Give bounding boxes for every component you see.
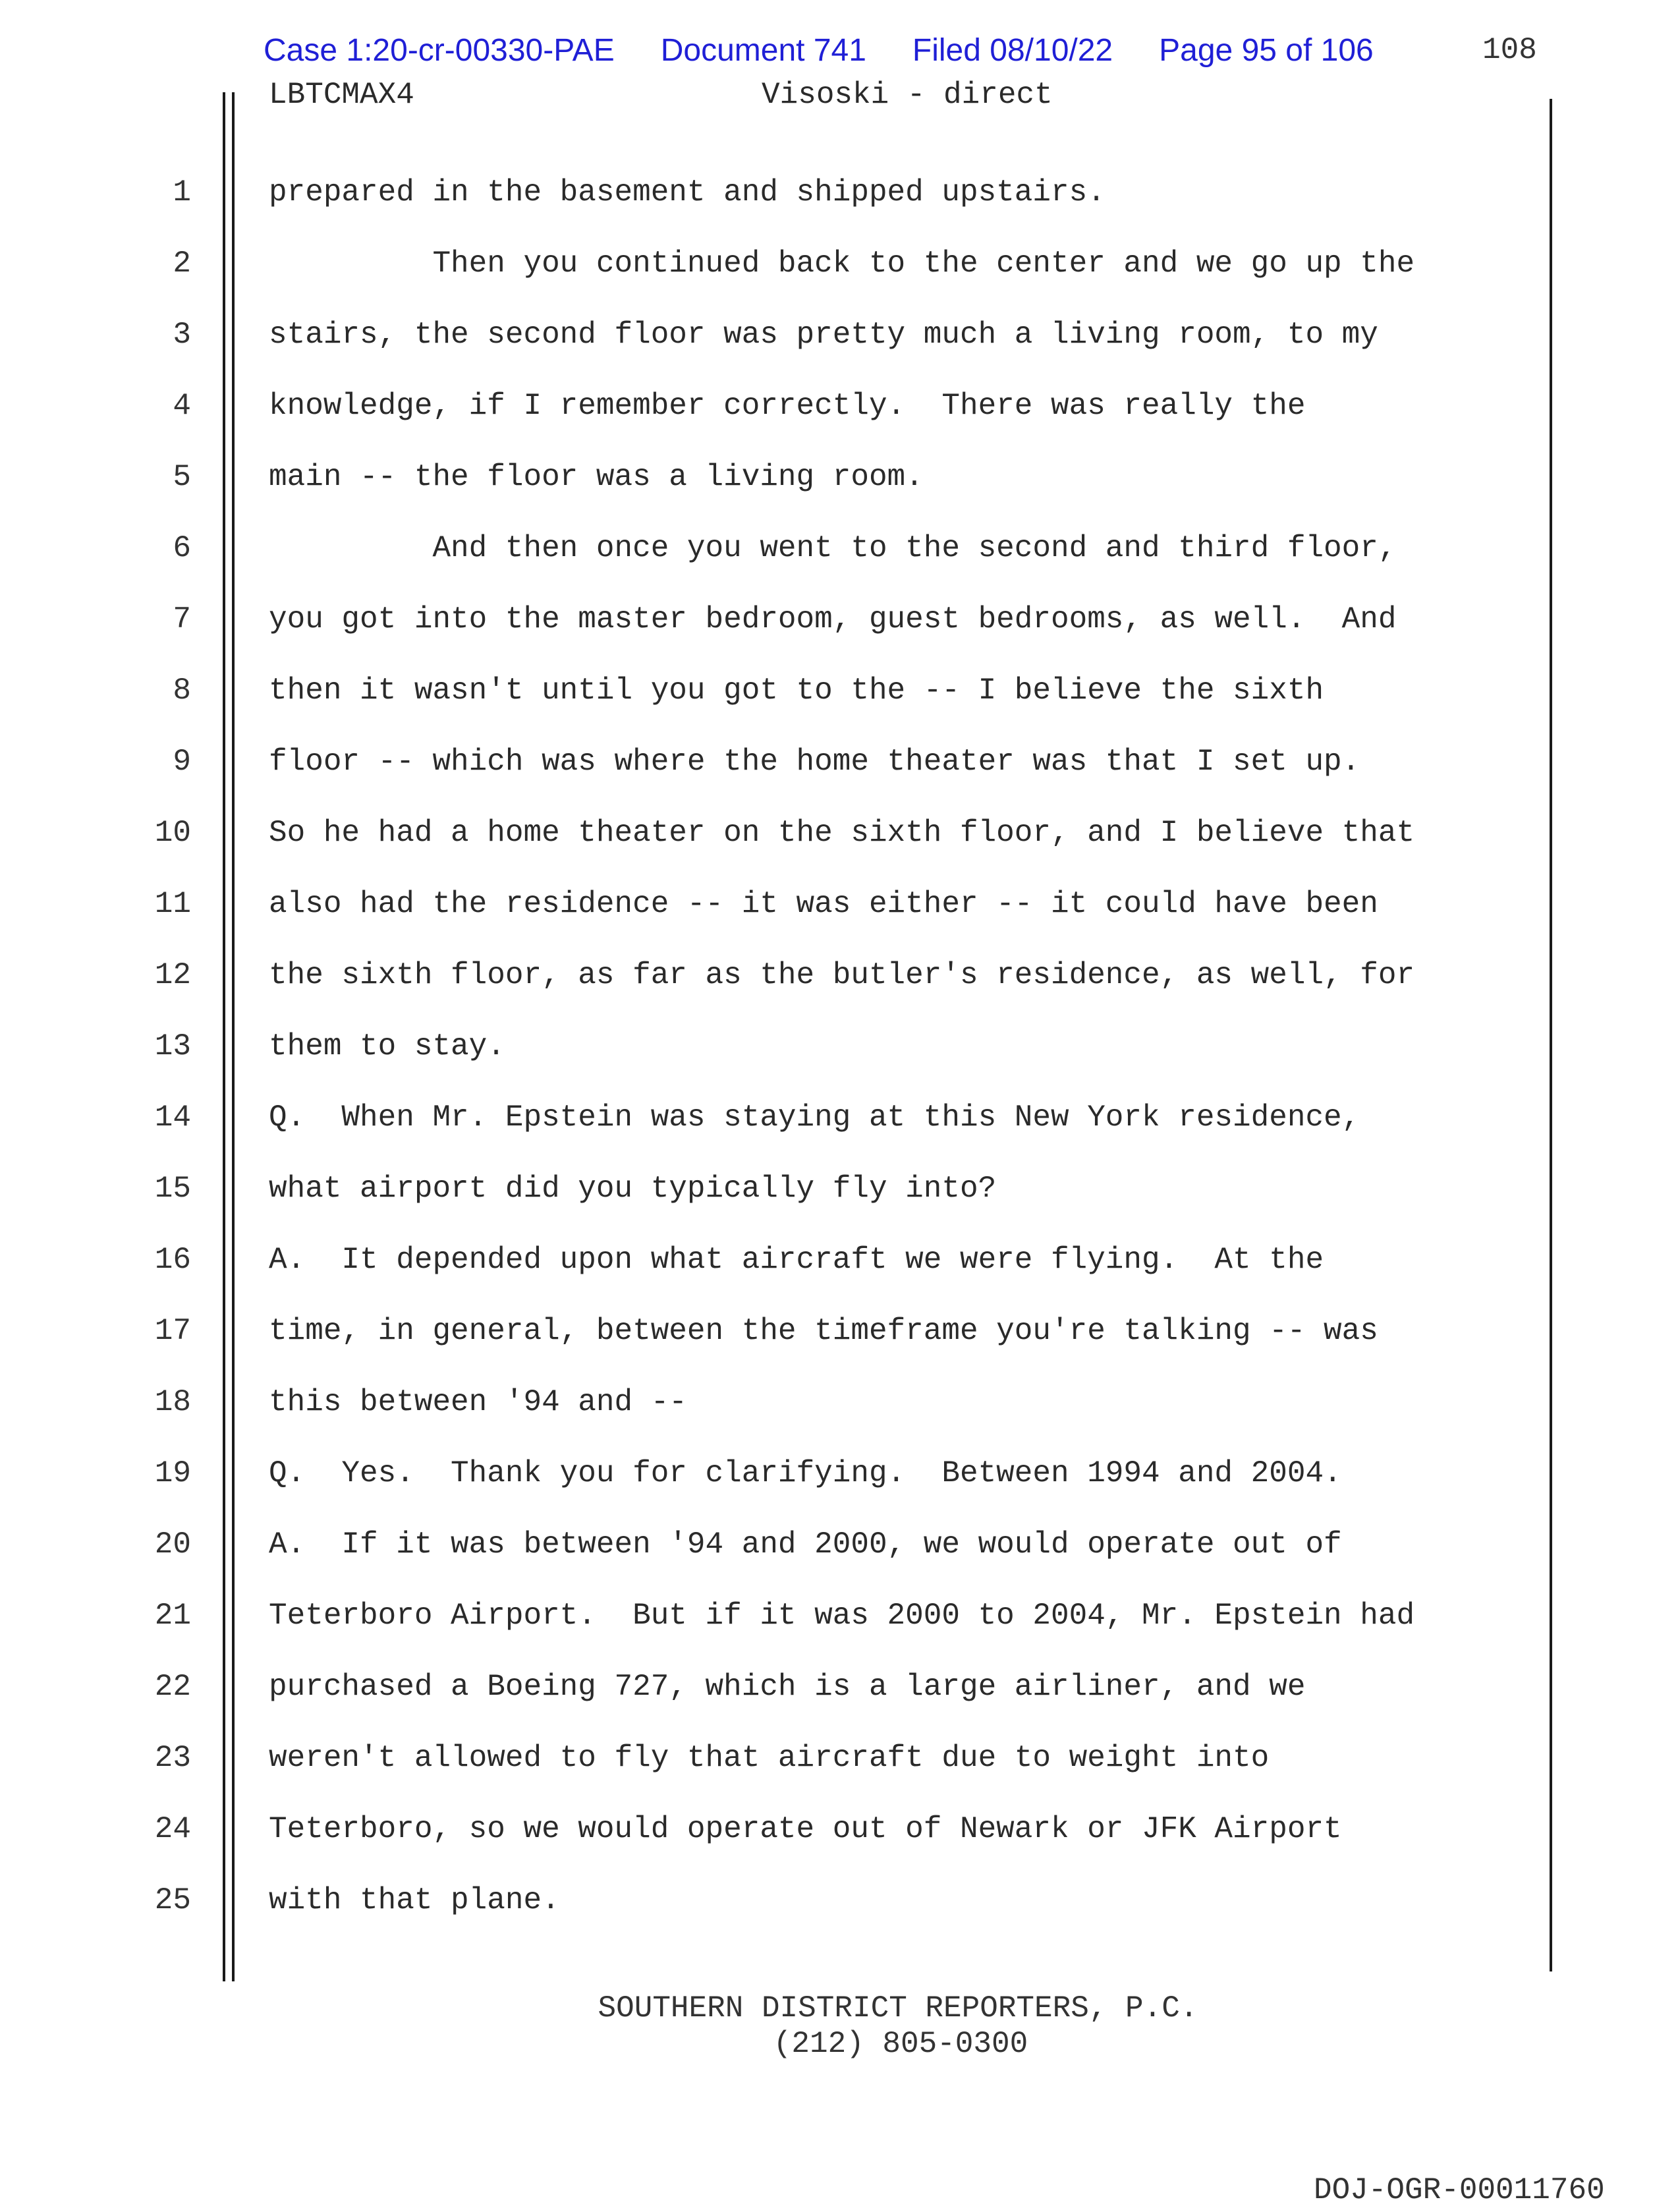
line-text: Q. Yes. Thank you for clarifying. Between 1994 and 2004. <box>269 1456 1342 1490</box>
transcript-line <box>0 1378 1680 1450</box>
transcript-line <box>0 1592 1680 1663</box>
transcript-line <box>0 596 1680 667</box>
line-number: 22 <box>154 1670 191 1704</box>
line-text: Teterboro Airport. But if it was 2000 to 2004, Mr. Epstein had <box>269 1599 1415 1633</box>
transcript-line <box>0 1023 1680 1094</box>
footer-reporter-phone: (212) 805-0300 <box>773 2027 1028 2061</box>
ecf-page-count: Page 95 of 106 <box>1159 32 1374 68</box>
line-number: 6 <box>173 531 191 565</box>
line-number: 14 <box>154 1100 191 1135</box>
line-number: 3 <box>173 318 191 352</box>
line-text: purchased a Boeing 727, which is a large airliner, and we <box>269 1670 1306 1704</box>
line-text: A. If it was between '94 and 2000, we would operate out of <box>269 1527 1342 1562</box>
line-text: stairs, the second floor was pretty much a living room, to my <box>269 318 1378 352</box>
line-text: main -- the floor was a living room. <box>269 460 924 494</box>
running-head-code: LBTCMAX4 <box>269 78 414 112</box>
transcript-line <box>0 1094 1680 1165</box>
line-text: A. It depended upon what aircraft we were flying. At the <box>269 1243 1324 1277</box>
running-head-witness: Visoski - direct <box>762 78 1053 112</box>
line-number: 20 <box>154 1527 191 1562</box>
transcript-line <box>0 453 1680 525</box>
line-text: also had the residence -- it was either -- it could have been <box>269 887 1378 921</box>
line-text: you got into the master bedroom, guest bedrooms, as well. And <box>269 602 1397 637</box>
transcript-line <box>0 951 1680 1023</box>
transcript-page-number: 108 <box>1482 33 1537 67</box>
line-number: 8 <box>173 673 191 708</box>
line-text: the sixth floor, as far as the butler's residence, as well, for <box>269 958 1415 992</box>
footer-reporter-name: SOUTHERN DISTRICT REPORTERS, P.C. <box>598 1991 1198 2026</box>
line-number: 13 <box>154 1029 191 1063</box>
line-number: 11 <box>154 887 191 921</box>
line-number: 19 <box>154 1456 191 1490</box>
ecf-case-number: Case 1:20-cr-00330-PAE <box>264 32 615 68</box>
ecf-document-number: Document 741 <box>660 32 866 68</box>
line-number: 2 <box>173 246 191 281</box>
line-text: So he had a home theater on the sixth floor, and I believe that <box>269 816 1415 850</box>
line-number: 25 <box>154 1883 191 1917</box>
line-number: 23 <box>154 1741 191 1775</box>
transcript-line <box>0 240 1680 311</box>
transcript-line <box>0 1663 1680 1734</box>
transcript-line <box>0 1165 1680 1236</box>
transcript-line <box>0 667 1680 738</box>
line-text: then it wasn't until you got to the -- I believe the sixth <box>269 673 1324 708</box>
line-number: 16 <box>154 1243 191 1277</box>
line-number: 9 <box>173 745 191 779</box>
line-number: 10 <box>154 816 191 850</box>
line-number: 1 <box>173 175 191 210</box>
line-number: 18 <box>154 1385 191 1419</box>
line-text: this between '94 and -- <box>269 1385 687 1419</box>
line-text: time, in general, between the timeframe you're talking -- was <box>269 1314 1378 1348</box>
ecf-filing-header <box>264 29 1374 71</box>
line-number: 7 <box>173 602 191 637</box>
transcript-line <box>0 382 1680 453</box>
transcript-line <box>0 525 1680 596</box>
line-text: Then you continued back to the center and we go up the <box>269 246 1415 281</box>
transcript-line <box>0 809 1680 880</box>
line-text: Q. When Mr. Epstein was staying at this New York residence, <box>269 1100 1360 1135</box>
transcript-line <box>0 1521 1680 1592</box>
line-text: And then once you went to the second and third floor, <box>269 531 1397 565</box>
transcript-body <box>0 169 1680 1948</box>
line-text: Teterboro, so we would operate out of Newark or JFK Airport <box>269 1812 1342 1846</box>
line-number: 5 <box>173 460 191 494</box>
transcript-line <box>0 1307 1680 1378</box>
line-text: weren't allowed to fly that aircraft due to weight into <box>269 1741 1270 1775</box>
line-number: 17 <box>154 1314 191 1348</box>
line-text: with that plane. <box>269 1883 560 1917</box>
transcript-line <box>0 880 1680 951</box>
line-number: 15 <box>154 1172 191 1206</box>
bates-number: DOJ-OGR-00011760 <box>1314 2173 1605 2207</box>
line-number: 21 <box>154 1599 191 1633</box>
transcript-line <box>0 311 1680 382</box>
line-text: them to stay. <box>269 1029 505 1063</box>
line-number: 12 <box>154 958 191 992</box>
line-text: knowledge, if I remember correctly. There was really the <box>269 389 1306 423</box>
line-text: what airport did you typically fly into? <box>269 1172 997 1206</box>
transcript-line <box>0 1877 1680 1948</box>
line-number: 4 <box>173 389 191 423</box>
transcript-line <box>0 1450 1680 1521</box>
transcript-line <box>0 169 1680 240</box>
transcript-line <box>0 1734 1680 1805</box>
ecf-filed-date: Filed 08/10/22 <box>912 32 1113 68</box>
transcript-line <box>0 1236 1680 1307</box>
transcript-line <box>0 1805 1680 1877</box>
line-text: prepared in the basement and shipped upstairs. <box>269 175 1106 210</box>
line-text: floor -- which was where the home theater was that I set up. <box>269 745 1360 779</box>
line-number: 24 <box>154 1812 191 1846</box>
transcript-line <box>0 738 1680 809</box>
